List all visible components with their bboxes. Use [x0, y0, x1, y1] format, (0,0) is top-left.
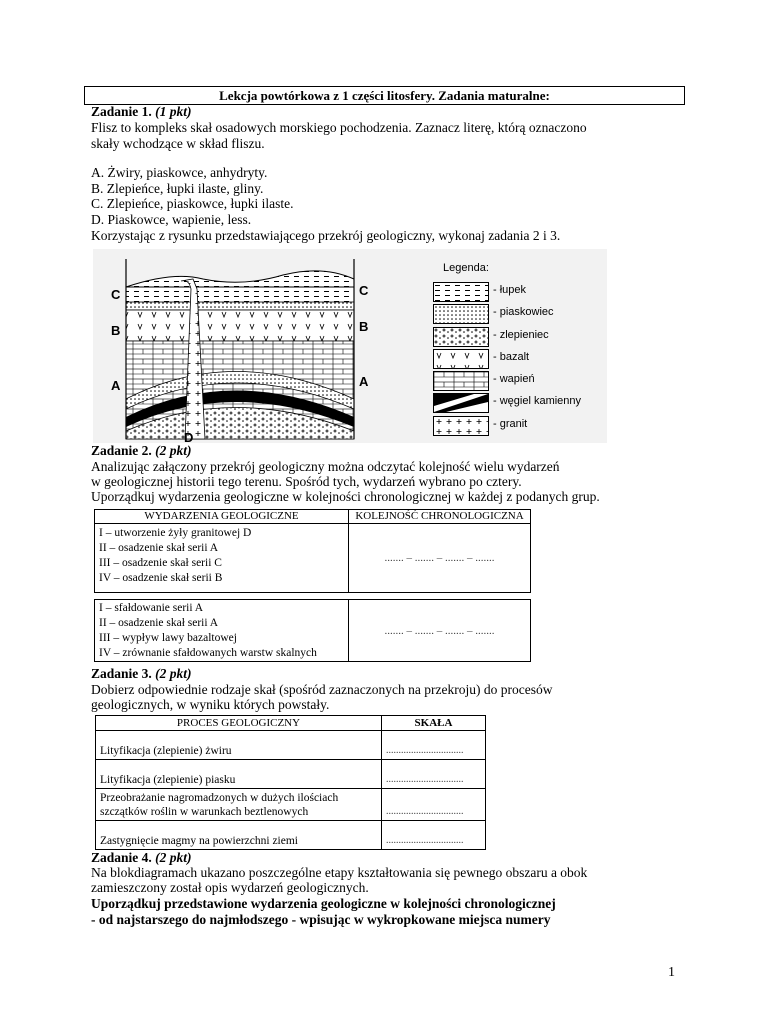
task4-instruction-line2: - od najstarszego do najmłodszego - wpisując w wykropkowane miejsca numery: [91, 912, 551, 927]
zlepieniec-swatch-icon: [433, 327, 489, 347]
legend-item-lupek: [433, 282, 603, 302]
label-c-left: C: [111, 287, 121, 302]
granit-swatch-icon: [433, 416, 489, 436]
process-text: szczątków roślin w warunkach beztlenowych: [100, 806, 309, 818]
label-b-left: B: [111, 323, 121, 338]
wapien-swatch-icon: [433, 371, 489, 391]
task3-heading-label: Zadanie 3.: [91, 666, 152, 681]
event-item: I – sfałdowanie serii A: [99, 602, 204, 614]
task2-table-group1: [94, 509, 531, 593]
task2-line2: w geologicznej historii tego terenu. Spośród tych, wydarzeń wybrano po cztery.: [91, 474, 522, 489]
legend-label-piaskowiec: - piaskowiec: [493, 306, 554, 318]
task1-heading-label: Zadanie 1.: [91, 104, 152, 119]
legend-item-wapien: [433, 371, 603, 391]
legend-label-wegiel: - węgiel kamienny: [493, 395, 582, 407]
col-header-rock: SKAŁA: [382, 716, 486, 731]
label-b-right: B: [359, 319, 369, 334]
table-row: [96, 731, 486, 760]
answer-field-group2[interactable]: ....... – ....... – ....... – .......: [349, 600, 531, 662]
task3-line2: geologicznych, w wyniku których powstały.: [91, 697, 330, 712]
page-number: 1: [668, 965, 675, 980]
task4-line2: zamieszczony został opis wydarzeń geologicznych.: [91, 880, 369, 895]
event-item: IV – zrównanie sfałdowanych warstw skalnych: [99, 647, 317, 659]
task1-heading: [91, 104, 192, 120]
task4-heading-label: Zadanie 4.: [91, 850, 152, 865]
wegiel-swatch-icon: [433, 393, 489, 413]
lupek-swatch-icon: [433, 282, 489, 302]
process-text: Zastygnięcie magmy na powierzchni ziemi: [100, 835, 298, 847]
task2-table-group2: [94, 599, 531, 662]
col-header-order: KOLEJNOŚĆ CHRONOLOGICZNA: [349, 510, 531, 524]
piaskowiec-swatch-icon: [433, 304, 489, 324]
task1-option-b: B. Zlepieńce, łupki ilaste, gliny.: [91, 181, 264, 196]
section-block: [126, 259, 354, 439]
legend-label-wapien: - wapień: [493, 373, 535, 385]
task3-points: (2 pkt): [155, 666, 192, 681]
rock-answer-field[interactable]: ...............................: [382, 789, 486, 821]
task4-heading: [91, 850, 192, 866]
task1-option-d: D. Piaskowce, wapienie, less.: [91, 212, 252, 227]
process-text: Lityfikacja (zlepienie) piasku: [100, 774, 236, 786]
legend-label-lupek: - łupek: [493, 284, 527, 296]
event-item: II – osadzenie skał serii A: [99, 617, 219, 629]
process-cell: [96, 789, 382, 821]
legend-title: Legenda:: [443, 262, 489, 274]
label-c-right: C: [359, 283, 369, 298]
page-title: Lekcja powtórkowa z 1 części litosfery. Zadania maturalne:: [84, 86, 685, 105]
legend-item-piaskowiec: [433, 304, 603, 324]
task2-heading: [91, 443, 192, 459]
task2-line3: Uporządkuj wydarzenia geologiczne w kolejności chronologicznej w każdej z podanych grup.: [91, 489, 600, 504]
legend-item-bazalt: [433, 349, 603, 369]
task3-table: [95, 715, 486, 850]
task2-points: (2 pkt): [155, 443, 192, 458]
event-item: IV – osadzenie skał serii B: [99, 572, 223, 584]
task4-instruction-line1: Uporządkuj przedstawione wydarzenia geologiczne w kolejności chronologicznej: [91, 896, 556, 911]
process-cell: [96, 760, 382, 789]
task2-heading-label: Zadanie 2.: [91, 443, 152, 458]
event-item: III – wypływ lawy bazaltowej: [99, 632, 237, 644]
answer-field-group1[interactable]: ....... – ....... – ....... – .......: [349, 524, 531, 593]
process-cell: [96, 731, 382, 760]
task1-text-line2: skały wchodzące w skład fliszu.: [91, 136, 265, 151]
task1-option-a: A. Żwiry, piaskowce, anhydryty.: [91, 165, 268, 180]
task3-line1: Dobierz odpowiednie rodzaje skał (spośród zaznaczonych na przekroju) do procesów: [91, 682, 553, 697]
legend-item-zlepieniec: [433, 327, 603, 347]
col-header-events: WYDARZENIA GEOLOGICZNE: [95, 510, 349, 524]
process-cell: [96, 821, 382, 850]
process-text: Przeobrażanie nagromadzonych w dużych ilościach: [100, 792, 339, 804]
table-row: [96, 789, 486, 821]
legend-label-zlepieniec: - zlepieniec: [493, 329, 549, 341]
rock-answer-field[interactable]: ...............................: [382, 760, 486, 789]
label-a-right: A: [359, 374, 369, 389]
legend-item-granit: [433, 416, 603, 436]
task1-followup: Korzystając z rysunku przedstawiającego przekrój geologiczny, wykonaj zadania 2 i 3.: [91, 228, 561, 243]
table-row: [96, 821, 486, 850]
task3-heading: [91, 666, 192, 682]
process-text: Lityfikacja (zlepienie) żwiru: [100, 745, 232, 757]
event-item: III – osadzenie skał serii C: [99, 557, 222, 569]
legend-item-wegiel: [433, 393, 603, 413]
label-d: D: [184, 430, 194, 443]
label-a-left: A: [111, 378, 121, 393]
task1-points: (1 pkt): [155, 104, 192, 119]
rock-answer-field[interactable]: ...............................: [382, 731, 486, 760]
rock-answer-field[interactable]: ...............................: [382, 821, 486, 850]
event-item: I – utworzenie żyły granitowej D: [99, 527, 252, 539]
event-item: II – osadzenie skał serii A: [99, 542, 219, 554]
task4-points: (2 pkt): [155, 850, 192, 865]
legend-label-granit: - granit: [493, 418, 528, 430]
geological-cross-section-figure: [93, 249, 607, 443]
task1-text-line1: Flisz to kompleks skał osadowych morskiego pochodzenia. Zaznacz literę, którą oznaczono: [91, 120, 587, 135]
task4-line1: Na blokdiagramach ukazano poszczególne etapy kształtowania się pewnego obszaru a obok: [91, 865, 588, 880]
col-header-process: PROCES GEOLOGICZNY: [96, 716, 382, 731]
events-cell: [95, 524, 349, 593]
bazalt-swatch-icon: [433, 349, 489, 369]
events-cell: [95, 600, 349, 662]
legend-label-bazalt: - bazalt: [493, 351, 530, 363]
table-row: [96, 760, 486, 789]
task1-option-c: C. Zlepieńce, piaskowce, łupki ilaste.: [91, 196, 294, 211]
task2-line1: Analizując załączony przekrój geologiczny można odczytać kolejność wielu wydarzeń: [91, 459, 560, 474]
